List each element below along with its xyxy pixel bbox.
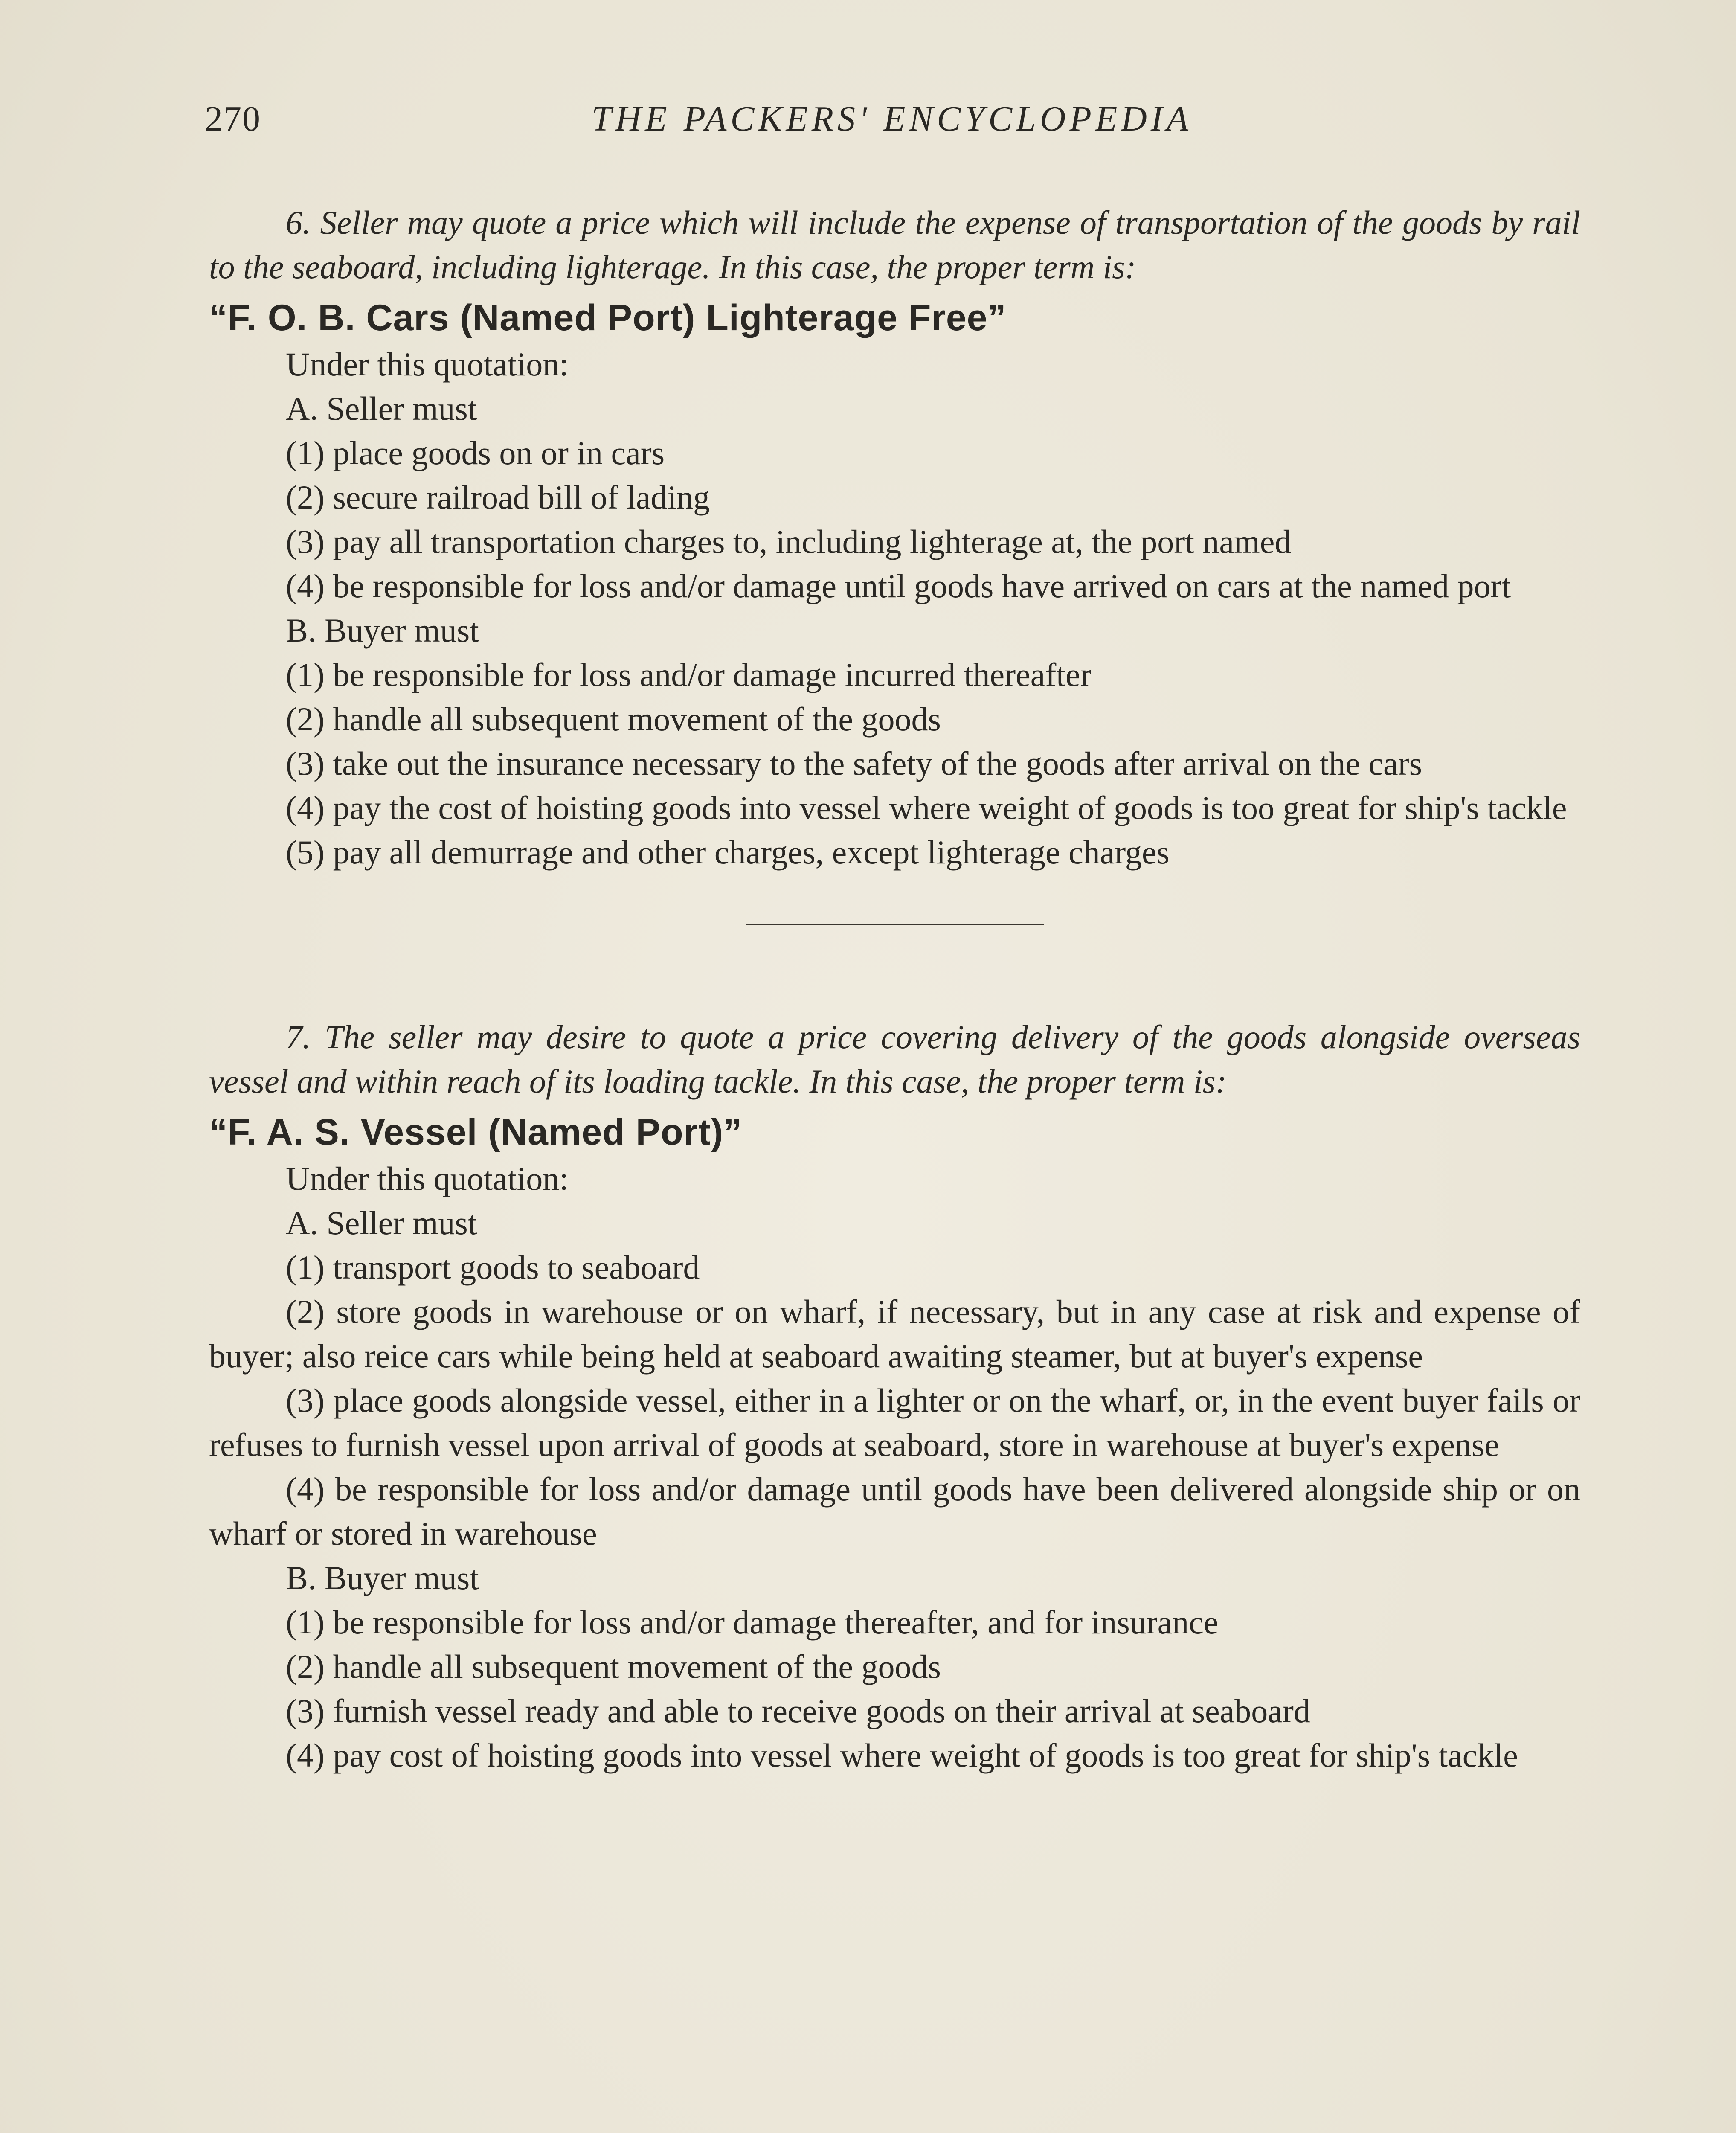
- page-header: [205, 98, 1579, 149]
- section-6-buyer-item: (3) take out the insurance necessary to the safety of the goods after arrival on the cars: [286, 745, 1422, 782]
- running-title: THE PACKERS' ENCYCLOPEDIA: [591, 99, 1193, 139]
- section-6-buyer-item: (4) pay the cost of hoisting goods into vessel where weight of goods is too great for ship's tackle: [286, 789, 1567, 826]
- section-6-buyer-item: (1) be responsible for loss and/or damage incurred thereafter: [286, 656, 1092, 693]
- section-6-buyer-item: (2) handle all subsequent movement of the goods: [286, 700, 941, 738]
- section-6-seller-item: (1) place goods on or in cars: [286, 434, 665, 471]
- section-7-intro: 7. The seller may desire to quote a price covering delivery of the goods alongside overseas vessel and within reach of its loading tackle. In this case, the proper term is:: [209, 1018, 1580, 1100]
- section-6-intro: 6. Seller may quote a price which will include the expense of transportation of the goods by rail to the seaboard, including lighterage. In this case, the proper term is:: [209, 204, 1580, 285]
- section-7-buyer-label: B. Buyer must: [286, 1559, 479, 1596]
- section-7-under: Under this quotation:: [286, 1160, 569, 1197]
- section-7-buyer-item: (2) handle all subsequent movement of the goods: [286, 1648, 941, 1685]
- section-7-seller-item: (2) store goods in warehouse or on wharf, if necessary, but in any case at risk and expense of buyer; also reice cars while being held at seaboard awaiting steamer, but at buyer's expense: [209, 1293, 1580, 1375]
- section-6-seller-item: (2) secure railroad bill of lading: [286, 479, 710, 516]
- section-divider: [746, 924, 1044, 925]
- section-7-seller-item: (4) be responsible for loss and/or damage until goods have been delivered alongside ship or on wharf or stored in warehouse: [209, 1470, 1580, 1552]
- section-6-under: Under this quotation:: [286, 346, 569, 383]
- page-number: 270: [205, 99, 261, 139]
- page-body: [209, 201, 1580, 1778]
- section-6-buyer-item: (5) pay all demurrage and other charges, except lighterage charges: [286, 834, 1170, 871]
- section-7-seller-item: (1) transport goods to seaboard: [286, 1249, 700, 1286]
- section-7-heading: “F. A. S. Vessel (Named Port)”: [209, 1112, 743, 1153]
- section-7-seller-label: A. Seller must: [286, 1204, 477, 1241]
- section-6-seller-item: (3) pay all transportation charges to, including lighterage at, the port named: [286, 523, 1292, 560]
- section-7-buyer-item: (4) pay cost of hoisting goods into vessel where weight of goods is too great for ship's tackle: [286, 1737, 1518, 1774]
- section-7-buyer-item: (1) be responsible for loss and/or damage thereafter, and for insurance: [286, 1604, 1219, 1641]
- section-7-seller-item: (3) place goods alongside vessel, either in a lighter or on the wharf, or, in the event buyer fails or refuses to furnish vessel upon arrival of goods at seaboard, store in warehouse at buyer's expense: [209, 1382, 1580, 1463]
- section-6-buyer-label: B. Buyer must: [286, 612, 479, 649]
- section-6-seller-item: (4) be responsible for loss and/or damage until goods have arrived on cars at the named port: [286, 567, 1511, 604]
- section-7-buyer-item: (3) furnish vessel ready and able to receive goods on their arrival at seaboard: [286, 1692, 1310, 1729]
- section-6-heading: “F. O. B. Cars (Named Port) Lighterage Free”: [209, 297, 1007, 338]
- section-6-seller-label: A. Seller must: [286, 390, 477, 427]
